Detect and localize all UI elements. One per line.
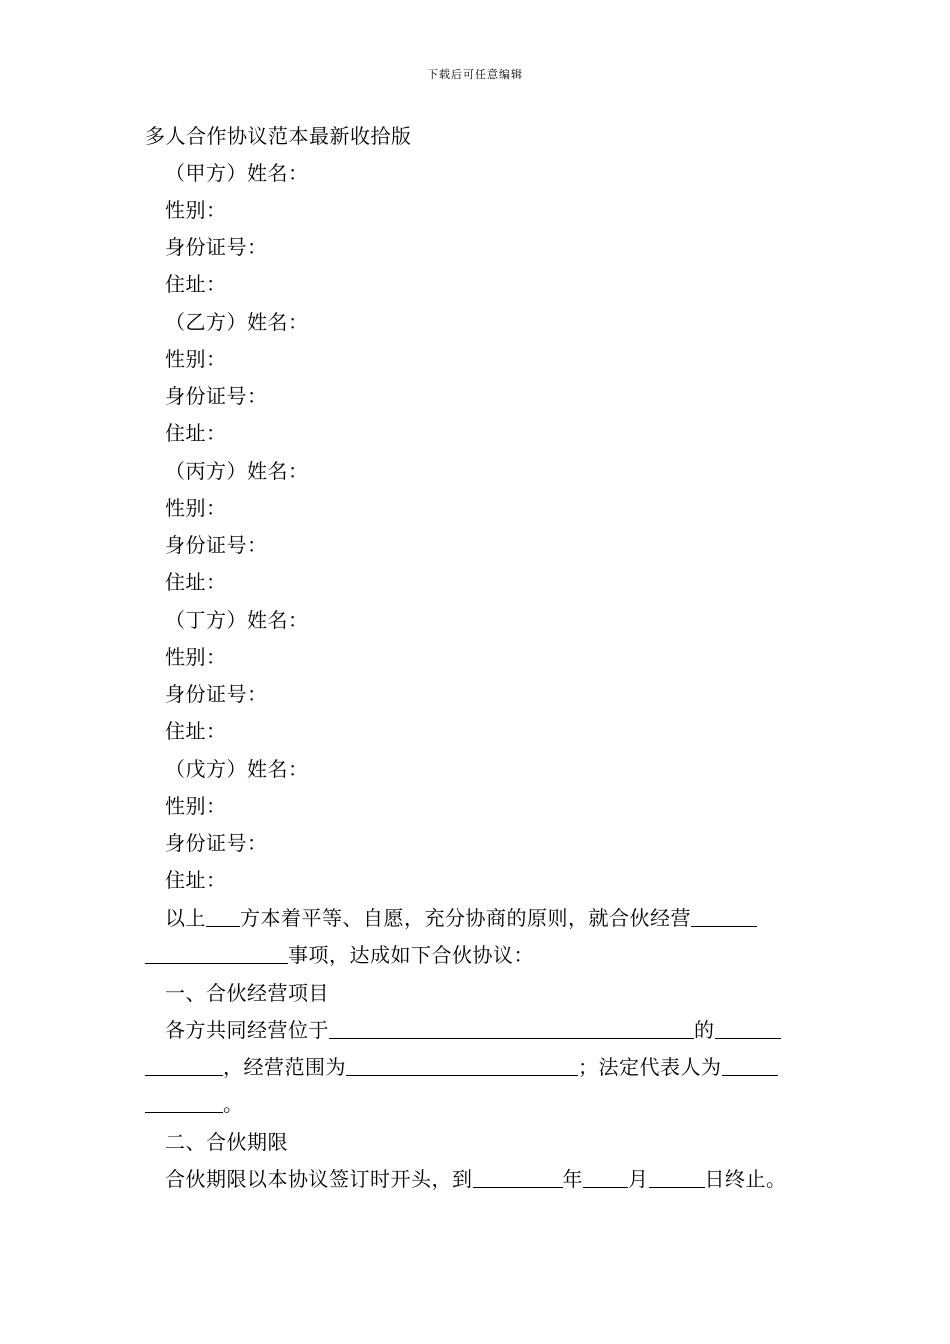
business-blank-2[interactable] — [145, 943, 288, 964]
section-1-text-4: ；法定代表人为 — [578, 1055, 722, 1079]
party-b-address-label: 住址： — [165, 421, 227, 445]
section-2-text-1: 合伙期限以本协议签订时开头，到 — [165, 1167, 473, 1191]
business-name-blank-1[interactable] — [715, 1018, 781, 1039]
section-1-text-5: 。 — [223, 1092, 244, 1116]
section-1-text-3: ，经营范围为 — [223, 1055, 346, 1079]
party-c-gender-label: 性别： — [165, 496, 227, 520]
party-b-name-label: （乙方）姓名： — [165, 310, 309, 334]
business-scope-blank[interactable] — [346, 1055, 578, 1076]
party-c-id-label: 身份证号： — [165, 533, 268, 557]
intro-text-3: 事项，达成如下合伙协议： — [288, 943, 534, 967]
legal-rep-blank-2[interactable] — [145, 1092, 223, 1113]
end-month-blank[interactable] — [583, 1167, 628, 1188]
business-name-blank-2[interactable] — [145, 1055, 223, 1076]
party-e-id-label: 身份证号： — [165, 831, 268, 855]
section-1-text-1: 各方共同经营位于 — [165, 1018, 329, 1042]
party-d-name-label: （丁方）姓名： — [165, 608, 309, 632]
party-d-gender-label: 性别： — [165, 645, 227, 669]
party-b-id-label: 身份证号： — [165, 384, 268, 408]
party-count-blank[interactable] — [206, 906, 240, 927]
party-a-name-label: （甲方）姓名： — [165, 161, 309, 185]
business-blank-1[interactable] — [691, 906, 757, 927]
party-a-address-label: 住址： — [165, 272, 227, 296]
location-blank[interactable] — [329, 1018, 694, 1039]
section-2-text-3: 月 — [628, 1167, 649, 1191]
page-header-note: 下载后可任意编辑 — [427, 68, 523, 81]
legal-rep-blank-1[interactable] — [722, 1055, 778, 1076]
party-c-name-label: （丙方）姓名： — [165, 459, 309, 483]
party-d-id-label: 身份证号： — [165, 682, 268, 706]
section-1-line-2 — [145, 1055, 778, 1079]
intro-line-1 — [165, 906, 757, 930]
section-2-text-2: 年 — [562, 1167, 583, 1191]
party-a-id-label: 身份证号： — [165, 235, 268, 259]
end-day-blank[interactable] — [649, 1167, 705, 1188]
party-b-gender-label: 性别： — [165, 347, 227, 371]
section-2-line-1 — [165, 1167, 787, 1191]
intro-line-2 — [145, 943, 534, 967]
intro-text-2: 方本着平等、自愿，充分协商的原则，就合伙经营 — [240, 906, 691, 930]
party-e-name-label: （戊方）姓名： — [165, 757, 309, 781]
section-1-line-3 — [145, 1092, 244, 1116]
party-c-address-label: 住址： — [165, 570, 227, 594]
end-year-blank[interactable] — [473, 1167, 563, 1188]
party-d-address-label: 住址： — [165, 719, 227, 743]
document-title: 多人合作协议范本最新收拾版 — [145, 124, 412, 148]
section-2-text-4: 日终止。 — [704, 1167, 787, 1191]
section-2-heading: 二、合伙期限 — [165, 1130, 288, 1154]
party-a-gender-label: 性别： — [165, 198, 227, 222]
party-e-address-label: 住址： — [165, 868, 227, 892]
section-1-line-1 — [165, 1018, 781, 1042]
party-e-gender-label: 性别： — [165, 794, 227, 818]
section-1-text-2: 的 — [694, 1018, 715, 1042]
section-1-heading: 一、合伙经营项目 — [165, 981, 329, 1005]
intro-text-1: 以上 — [165, 906, 206, 930]
